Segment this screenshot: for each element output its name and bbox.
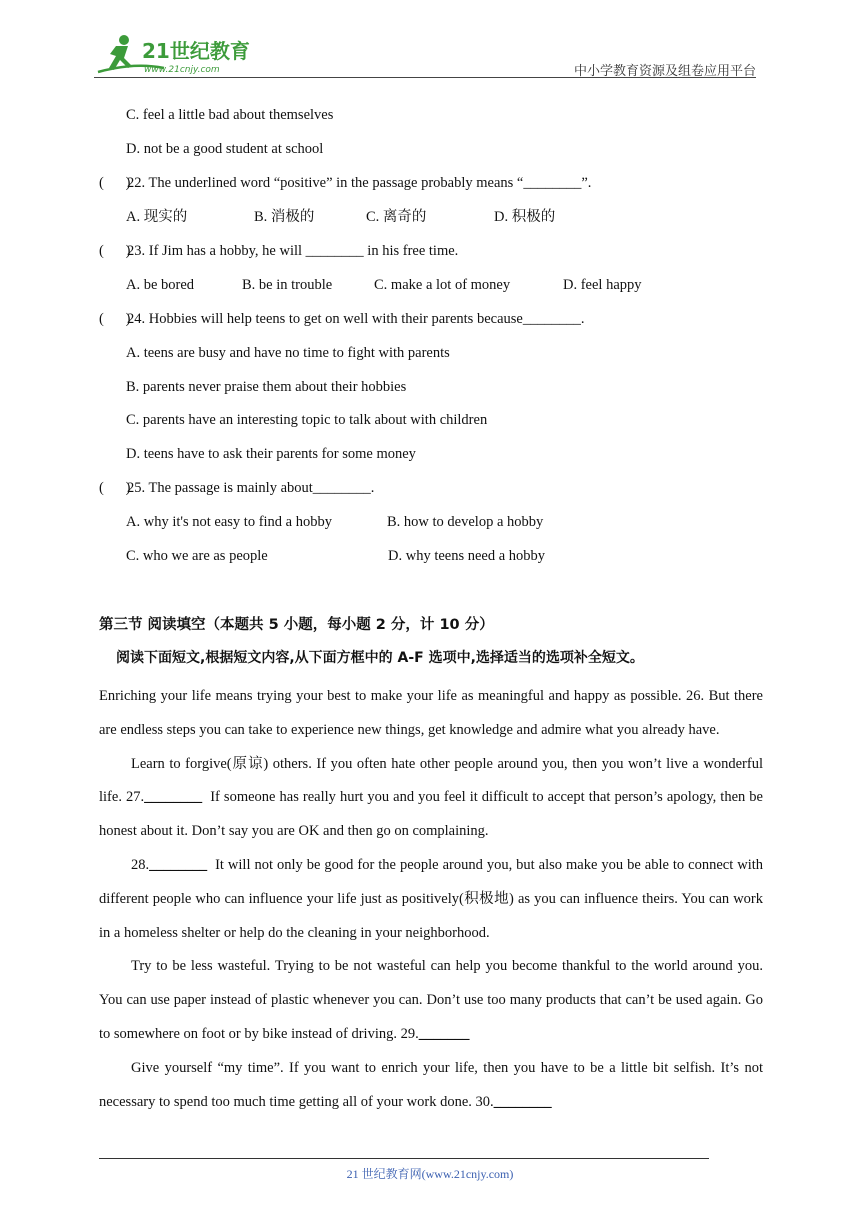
question-24 bbox=[99, 312, 584, 327]
question-23 bbox=[99, 244, 458, 259]
section-instruction: 阅读下面短文,根据短文内容,从下面方框中的 A-F 选项中,选择适当的选项补全短文。 bbox=[116, 650, 644, 666]
option-c: C. make a lot of money bbox=[374, 277, 511, 293]
footer-link[interactable]: 21 世纪教育网(www.21cnjy.com) bbox=[346, 1167, 514, 1181]
option-b: B. 消极的 bbox=[254, 209, 315, 225]
question-22-text: 22. The underlined word “positive” in the passage probably means “________”. bbox=[127, 175, 592, 191]
platform-name: 中小学教育资源及组卷应用平台 bbox=[573, 63, 756, 78]
header-divider bbox=[94, 77, 756, 78]
question-23-text: 23. If Jim has a hobby, he will ________ in his free time. bbox=[127, 243, 459, 259]
logo-url: www.21cnjy.com bbox=[144, 65, 220, 75]
blank-28: ________ bbox=[149, 856, 208, 873]
question-25-text: 25. The passage is mainly about________. bbox=[127, 480, 375, 496]
answer-paren: ( ) bbox=[99, 243, 131, 259]
paragraph-5-text: Give yourself “my time”. If you want to enrich your life, then you have to be a little bit selfish. It’s not necessary to spend too much time getting all of your work done. 30. bbox=[99, 1059, 763, 1110]
footer-divider bbox=[99, 1158, 709, 1159]
blank-30: ________ bbox=[493, 1093, 552, 1110]
q24-option-c: C. parents have an interesting topic to talk about with children bbox=[126, 412, 488, 428]
paragraph-5 bbox=[99, 1052, 763, 1120]
q24-option-d: D. teens have to ask their parents for some money bbox=[126, 446, 416, 462]
answer-paren: ( ) bbox=[99, 311, 131, 327]
q24-option-a: A. teens are busy and have no time to fight with parents bbox=[126, 345, 450, 361]
paragraph-3 bbox=[99, 849, 763, 950]
question-24-text: 24. Hobbies will help teens to get on well with their parents because________. bbox=[127, 311, 585, 327]
answer-paren: ( ) bbox=[99, 480, 131, 496]
q21-option-c: C. feel a little bad about themselves bbox=[126, 107, 334, 123]
reading-passage bbox=[99, 680, 763, 1119]
paragraph-3-text: It will not only be good for the people around you, but also make you be able to connect with different people who can influence your life just as positively(积极地) as you can influence theirs. You can work in a homeless shelter or help do the cleaning in your neighborhood. bbox=[99, 856, 764, 941]
blank-28-number: 28. bbox=[131, 856, 150, 873]
paragraph-2 bbox=[99, 748, 763, 849]
paragraph-2-end: If someone has really hurt you and you feel it difficult to accept that person’s apology, then be honest about it. Don’t say you are OK and then go on complaining. bbox=[99, 789, 763, 840]
option-a: A. why it's not easy to find a hobby bbox=[126, 514, 332, 530]
option-d: D. 积极的 bbox=[494, 209, 556, 225]
page-header bbox=[94, 32, 756, 78]
option-d: D. feel happy bbox=[563, 277, 642, 293]
question-25 bbox=[99, 481, 374, 496]
paragraph-4 bbox=[99, 950, 763, 1051]
option-d: D. why teens need a hobby bbox=[388, 548, 546, 564]
paragraph-2-start: Learn to forgive(原谅) others. If you often hate other people around you, then you won’t live a wonderful life. 27. bbox=[99, 755, 763, 806]
logo-21cnjy bbox=[94, 32, 264, 78]
q24-option-b: B. parents never praise them about their hobbies bbox=[126, 379, 407, 395]
option-a: A. be bored bbox=[126, 277, 195, 293]
paragraph-1: Enriching your life means trying your best to make your life as meaningful and happy as possible. 26. But there are endless steps you can take to experience new things, get knowledge and admire what you already have. bbox=[99, 688, 763, 738]
question-22 bbox=[99, 176, 591, 191]
logo-text: 21世纪教育 bbox=[142, 39, 250, 63]
option-b: B. how to develop a hobby bbox=[387, 514, 544, 530]
q21-option-d: D. not be a good student at school bbox=[126, 141, 324, 157]
paragraph-4-text: Try to be less wasteful. Trying to be not wasteful can help you become thankful to the world around you. You can use paper instead of plastic whenever you can. Don’t use too many products that can’t be used again. Go to somewhere on foot or by bike instead of driving. 29. bbox=[99, 958, 763, 1042]
blank-27: ________ bbox=[144, 789, 203, 806]
option-c: C. who we are as people bbox=[126, 548, 268, 564]
blank-29: _______ bbox=[418, 1025, 470, 1042]
section-title: 第三节 阅读填空（本题共 5 小题，每小题 2 分，计 10 分） bbox=[99, 617, 494, 633]
option-c: C. 离奇的 bbox=[366, 209, 427, 225]
answer-paren: ( ) bbox=[99, 175, 131, 191]
option-b: B. be in trouble bbox=[242, 277, 333, 293]
option-a: A. 现实的 bbox=[126, 209, 188, 225]
